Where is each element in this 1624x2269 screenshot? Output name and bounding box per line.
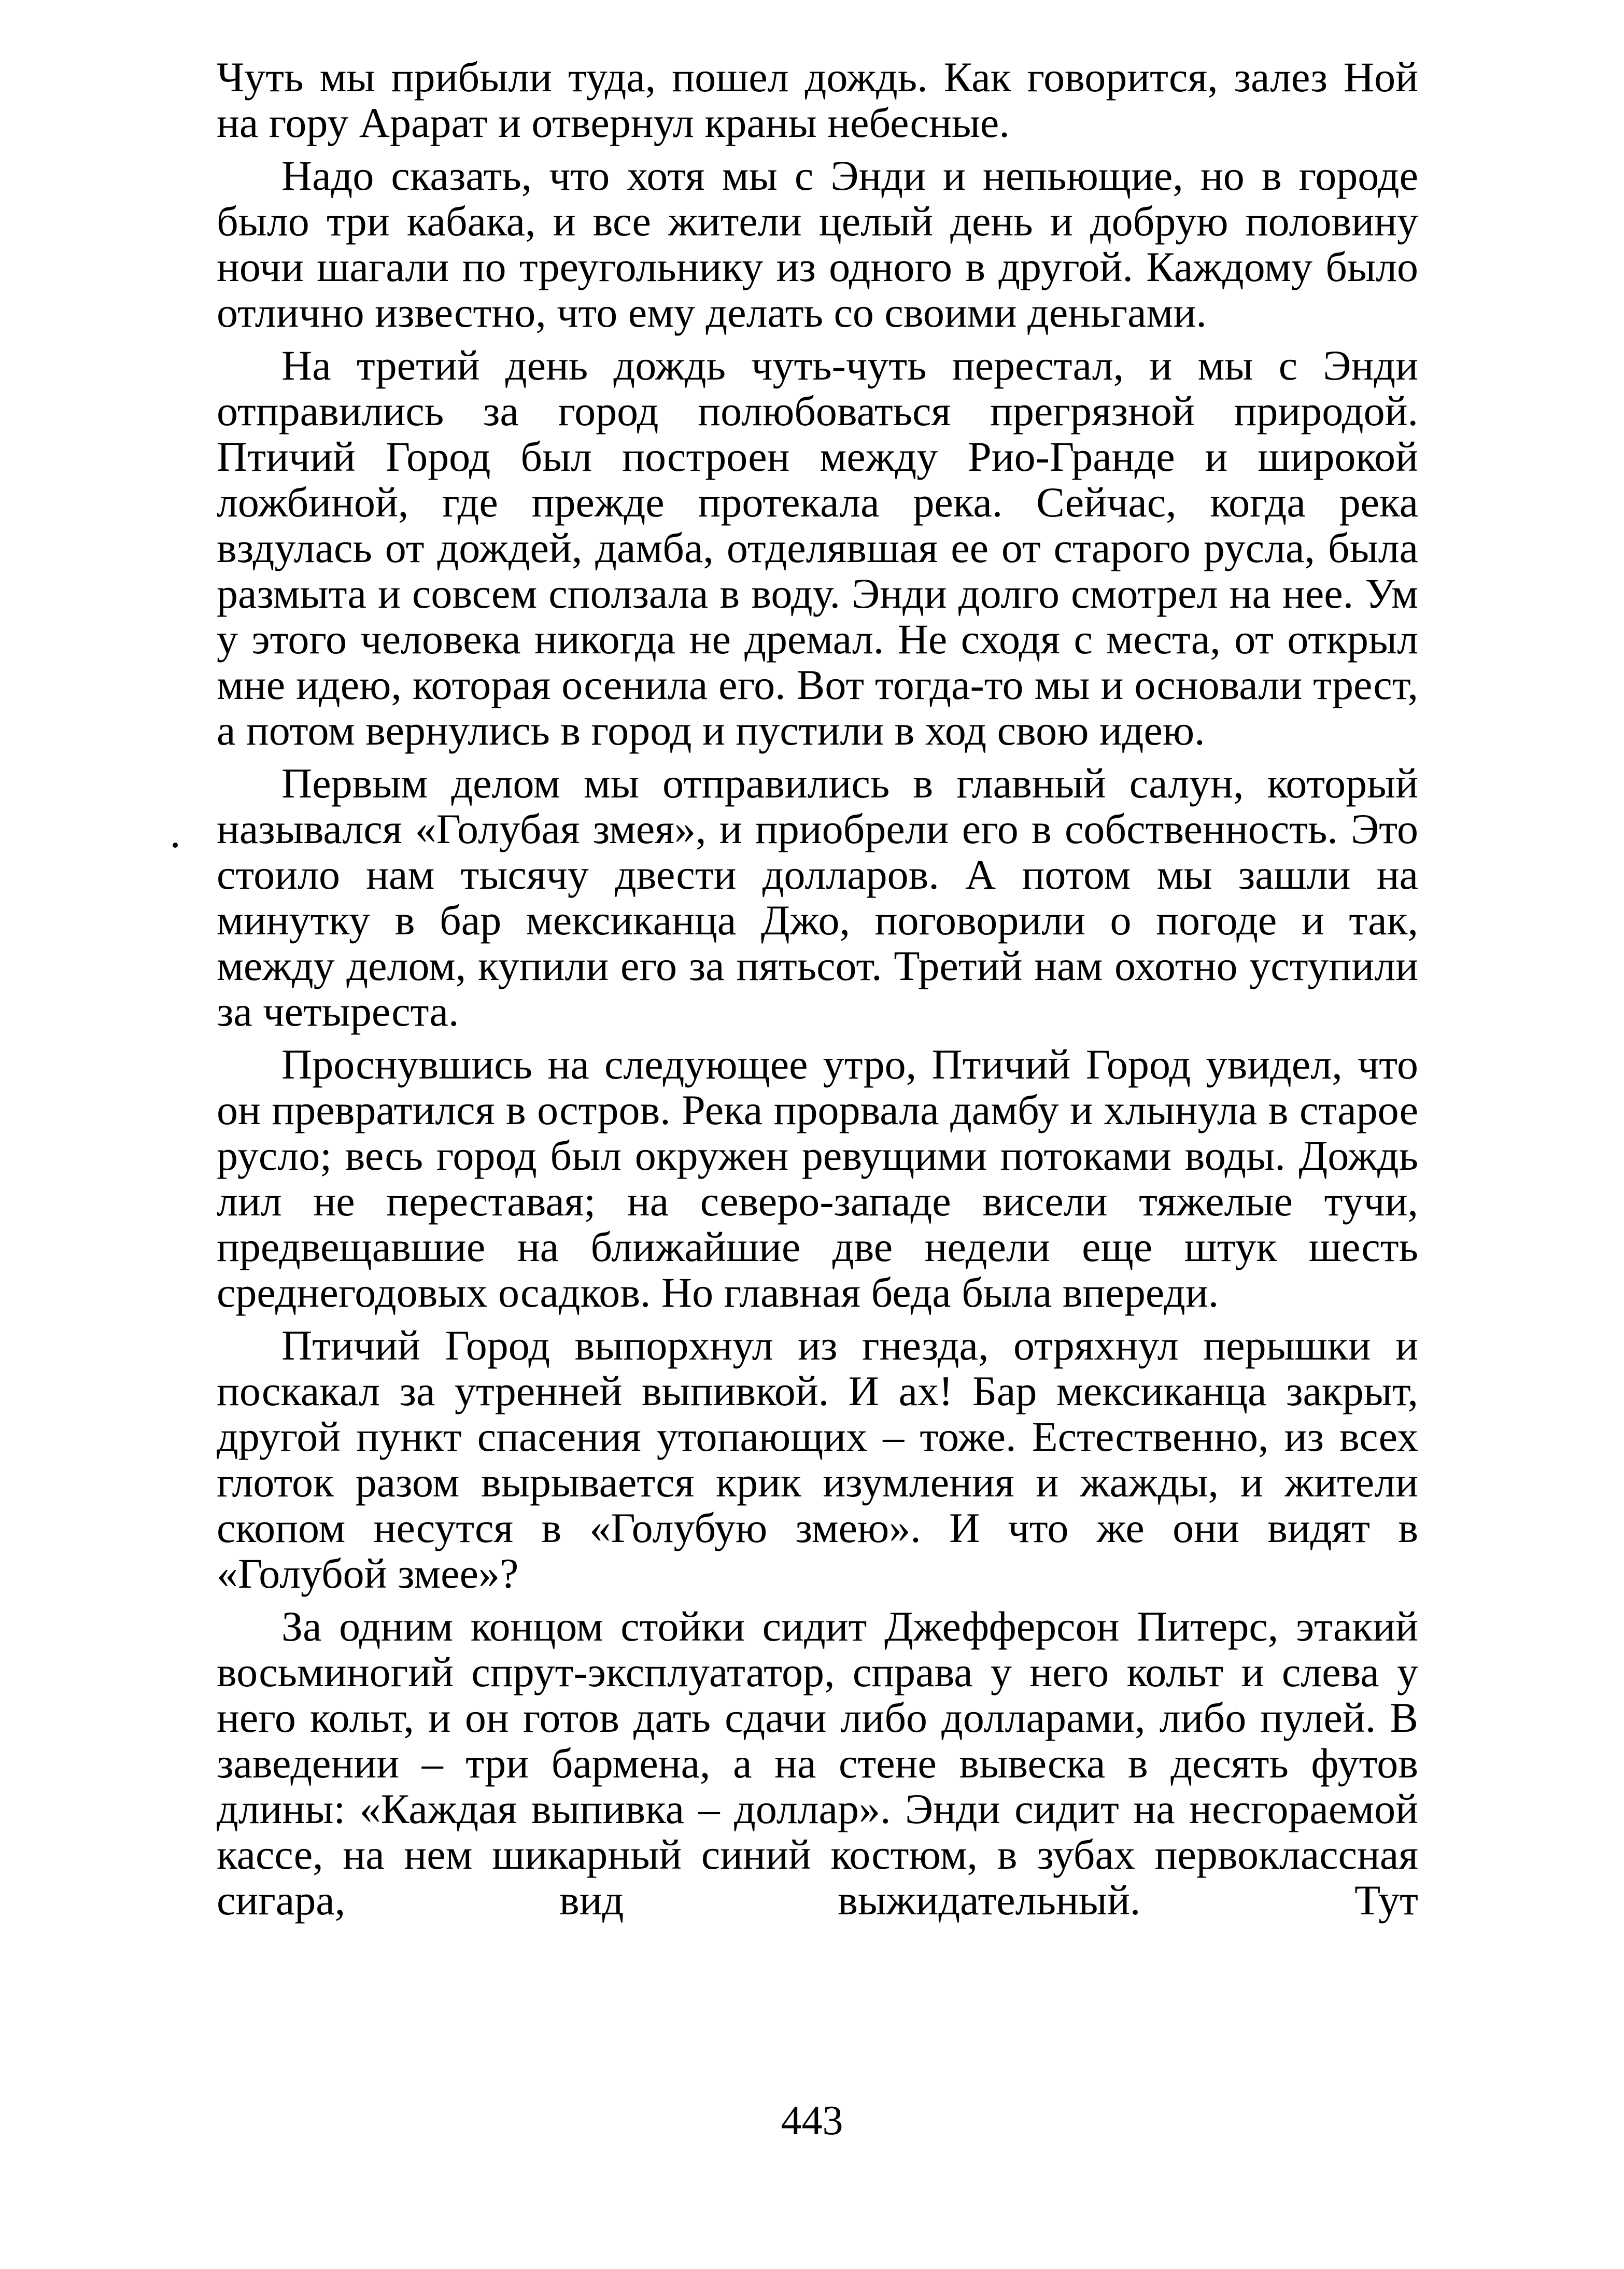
paragraph-7: За одним концом стойки сидит Джефферсон Питерс, этакий восьминогий спрут-эксплуататор, справа у него кольт и слева у него кольт, и он готов дать сдачи либо долларами, либо пулей. В заведении – три бармена, а на стене вывеска в десять футов длины: «Каждая выпивка – доллар». Энди сидит на несгораемой кассе, на нем шикарный синий костюм, в зубах первоклассная сигара, вид выжидательный. Тут [217, 1603, 1418, 1924]
paragraph-6: Птичий Город выпорхнул из гнезда, отряхнул перышки и поскакал за утренней выпивкой. И ах! Бар мексиканца закрыт, другой пункт спасения утопающих – тоже. Естественно, из всех глоток разом вырывается крик изумления и жажды, и жители скопом несутся в «Голубую змею». И что же они видят в «Голубой змее»? [217, 1322, 1418, 1597]
paragraph-5: Проснувшись на следующее утро, Птичий Город увидел, что он превратился в остров. Река прорвала дамбу и хлынула в старое русло; весь город был окружен ревущими потоками воды. Дождь лил не переставая; на северо-западе висели тяжелые тучи, предвещавшие на ближайшие две недели еще штук шесть среднегодовых осадков. Но главная беда была впереди. [217, 1041, 1418, 1316]
paragraph-3: На третий день дождь чуть-чуть перестал, и мы с Энди отправились за город полюбоваться прегрязной природой. Птичий Город был построен между Рио-Гранде и широкой ложбиной, где прежде протекала река. Сейчас, когда река вздулась от дождей, дамба, отделявшая ее от старого русла, была размыта и совсем сползала в воду. Энди долго смотрел на нее. Ум у этого человека никогда не дремал. Не сходя с места, от открыл мне идею, которая осенила его. Вот тогда-то мы и основали трест, а потом вернулись в город и пустили в ход свою идею. [217, 342, 1418, 754]
paragraph-4: Первым делом мы отправились в главный салун, который назывался «Голубая змея», и приобрели его в собственность. Это стоило нам тысячу двести долларов. А потом мы зашли на минутку в бар мексиканца Джо, поговорили о погоде и так, между делом, купили его за пятьсот. Третий нам охотно уступили за четыреста. [217, 760, 1418, 1035]
paragraph-2: Надо сказать, что хотя мы с Энди и непьющие, но в городе было три кабака, и все жители целый день и добрую половину ночи шагали по треугольнику из одного в другой. Каждому было отлично известно, что ему делать со своими деньгами. [217, 152, 1418, 336]
paragraph-1: Чуть мы прибыли туда, пошел дождь. Как говорится, залез Ной на гору Арарат и отвернул краны небесные. [217, 53, 1418, 146]
page-number: 443 [781, 2098, 843, 2144]
print-speck [173, 843, 178, 848]
page-text-block [217, 54, 1418, 1930]
